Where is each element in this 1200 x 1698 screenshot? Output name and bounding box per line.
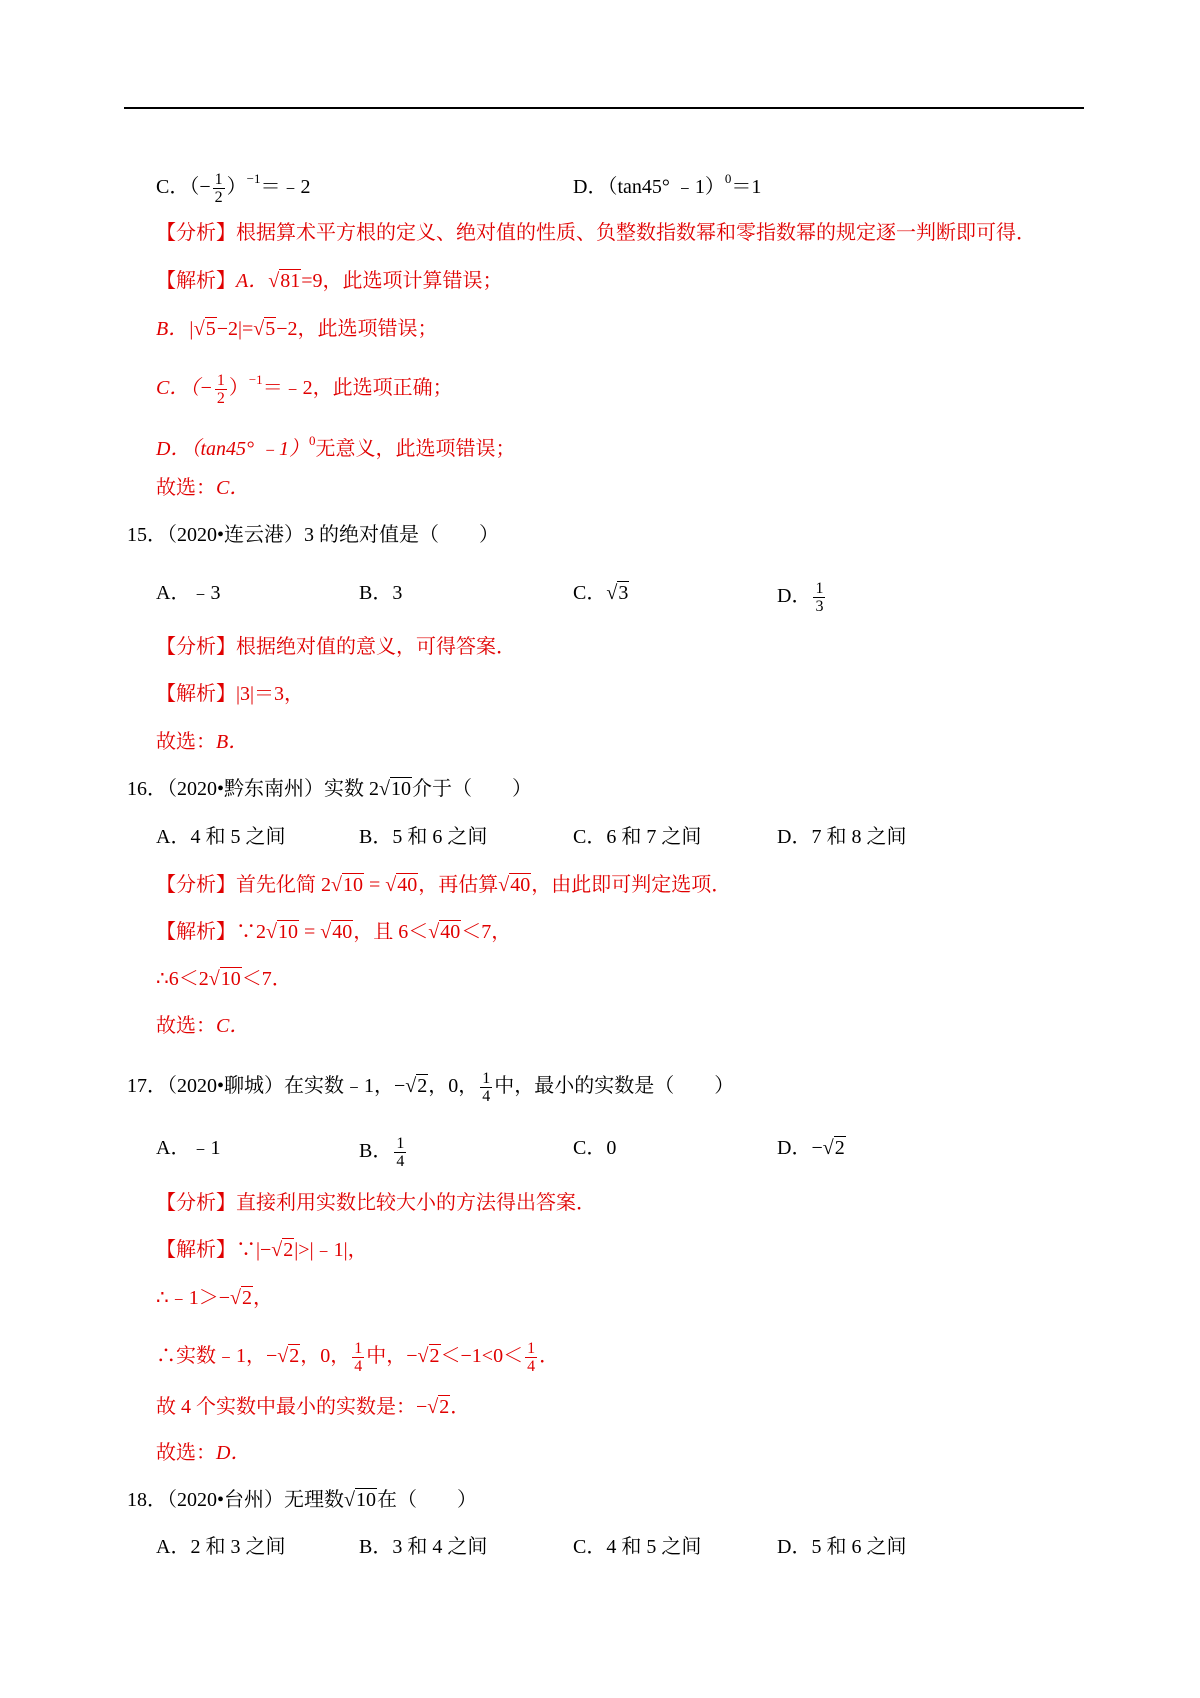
q17-option-d: D．−√2: [777, 1137, 845, 1159]
q15-option-d: D． $\frac{1}{3}$: [777, 580, 824, 615]
header-rule: [124, 107, 1084, 109]
q18-option-a: A．2 和 3 之间: [156, 1536, 286, 1558]
q16-option-d: D．7 和 8 之间: [777, 826, 907, 848]
q18-option-d: D．5 和 6 之间: [777, 1536, 907, 1558]
q15-answer: 故选：B．: [156, 731, 249, 753]
q16-option-b: B．5 和 6 之间: [359, 826, 488, 848]
q17-option-a: A．﹣1: [156, 1137, 221, 1159]
q14-solve-a: 【解析】A．√81=9，此选项计算错误；: [156, 270, 503, 292]
q17-option-b: B． $\frac{1}{4}$: [359, 1135, 405, 1170]
q17-stem: 17．（2020•聊城）在实数﹣1，−√2，0， $\frac{1}{4}$ 中，最小的实数是（ ）: [127, 1070, 735, 1105]
q14-solve-b: B．|√5−2|=√5−2，此选项错误；: [156, 318, 438, 340]
q17-option-c: C．0: [573, 1137, 617, 1159]
q14-option-c: C．（− $\frac{1}{2}$ ）$^{-1}$＝﹣2: [156, 170, 311, 206]
q15-option-a: A．﹣3: [156, 582, 221, 604]
q17-solve-line2: ∴﹣1＞−√2，: [156, 1287, 273, 1309]
q16-stem: 16．（2020•黔东南州）实数 2√10介于（ ）: [127, 778, 532, 800]
q14-answer: 故选：C．: [156, 477, 250, 499]
q16-option-a: A．4 和 5 之间: [156, 826, 286, 848]
q17-solve: 【解析】∵|−√2|>|﹣1|，: [156, 1239, 368, 1261]
q17-analysis: 【分析】直接利用实数比较大小的方法得出答案．: [156, 1192, 596, 1214]
q16-option-c: C．6 和 7 之间: [573, 826, 702, 848]
q15-analysis: 【分析】根据绝对值的意义，可得答案．: [156, 636, 516, 658]
q14-analysis: 【分析】根据算术平方根的定义、绝对值的性质、负整数指数幂和零指数幂的规定逐一判断即可得．: [156, 222, 1036, 244]
q16-solve-line2: ∴6＜2√10＜7．: [156, 968, 292, 990]
q18-stem: 18．（2020•台州）无理数√10在（ ）: [127, 1489, 477, 1511]
q14-solve-d: D．（tan45° ﹣1）$^0$无意义，此选项错误；: [156, 433, 516, 460]
q15-option-c: C．√3: [573, 582, 629, 604]
q16-analysis: 【分析】首先化简 2√10 = √40，再估算√40，由此即可判定选项．: [156, 874, 732, 896]
fraction: $\frac{1}{2}$: [214, 170, 223, 206]
q15-solve: 【解析】|3|＝3，: [156, 683, 305, 705]
q15-stem: 15．（2020•连云港）3 的绝对值是（ ）: [127, 524, 500, 546]
q18-option-c: C．4 和 5 之间: [573, 1536, 702, 1558]
q14-solve-c: C．（− $\frac{1}{2}$ ）$^{-1}$＝﹣2，此选项正确；: [156, 371, 453, 407]
q14-option-d: D．（tan45° ﹣1）$^0$＝1: [573, 171, 762, 198]
q18-option-b: B．3 和 4 之间: [359, 1536, 488, 1558]
q16-answer: 故选：C．: [156, 1015, 250, 1037]
q17-solve-line3: ∴实数﹣1，−√2，0， $\frac{1}{4}$ 中，−√2＜−1<0＜ $\frac{1}{4}$ ．: [156, 1340, 560, 1375]
q17-answer: 故选：D．: [156, 1442, 251, 1464]
q15-option-b: B．3: [359, 582, 403, 604]
sqrt: √81: [268, 270, 301, 292]
q17-solve-line4: 故 4 个实数中最小的实数是：−√2．: [156, 1396, 471, 1418]
q16-solve: 【解析】∵2√10 = √40，且 6＜√40＜7，: [156, 921, 512, 943]
